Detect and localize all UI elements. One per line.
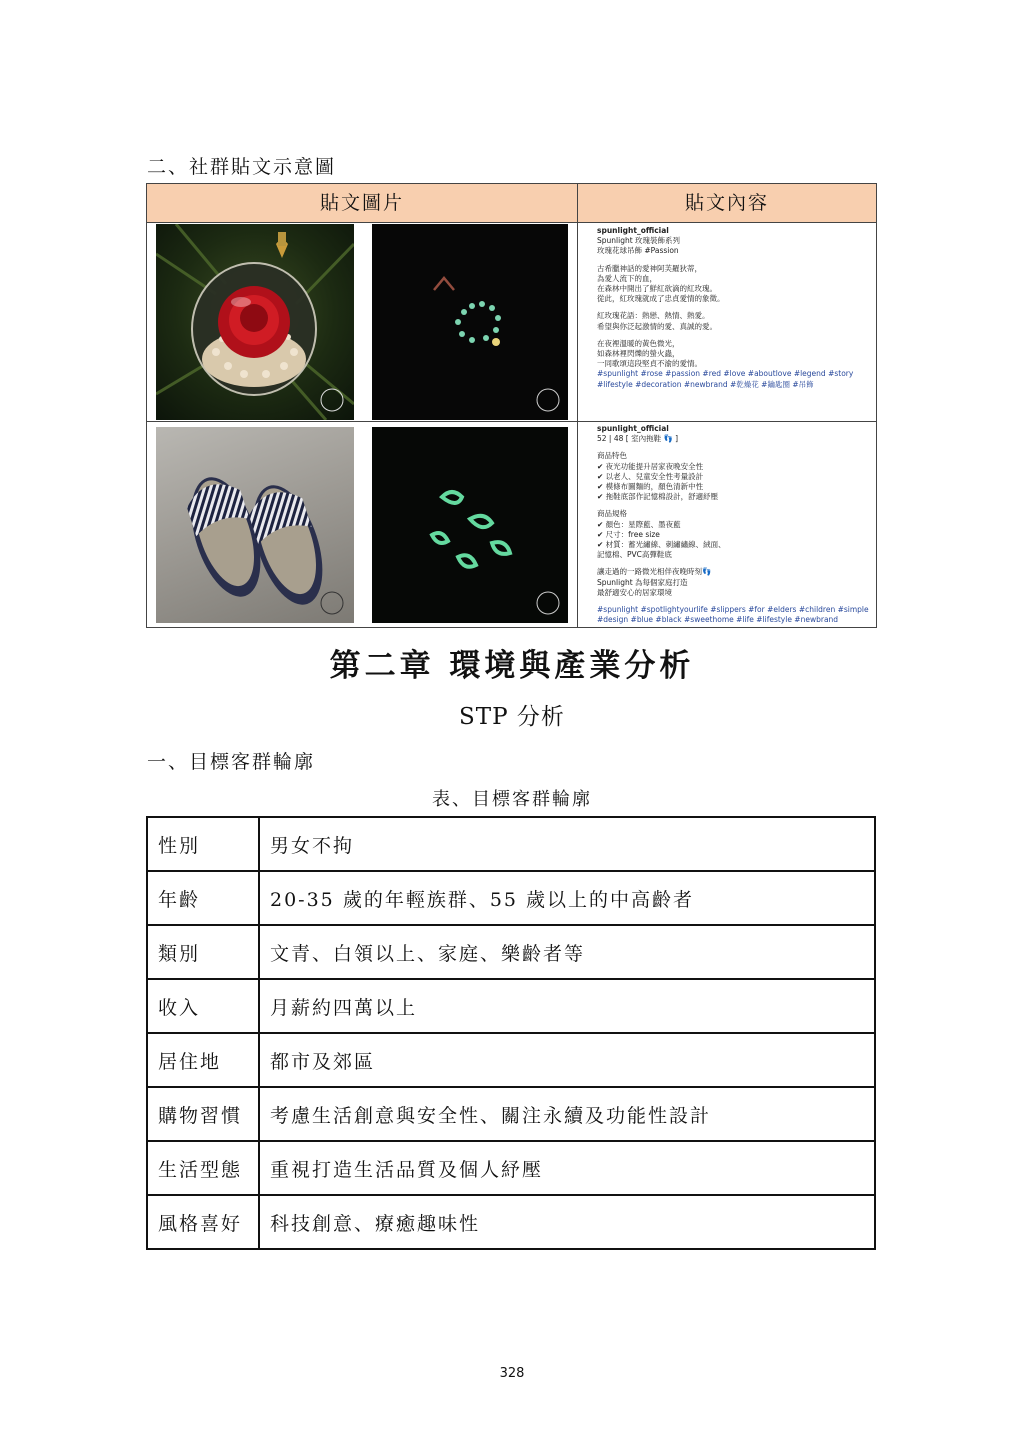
brand-logo-icon <box>537 592 559 614</box>
column-divider <box>577 222 578 627</box>
row-key: 風格喜好 <box>147 1195 259 1249</box>
header-post-image: 貼文圖片 <box>147 184 578 222</box>
glow-slippers-illustration <box>372 427 568 623</box>
rose-night-photo <box>372 224 568 420</box>
table-row <box>147 817 875 871</box>
row-key: 類別 <box>147 925 259 979</box>
slippers-night-photo <box>372 427 568 623</box>
brand-logo-icon <box>537 389 559 411</box>
table-row <box>147 979 875 1033</box>
row-value: 重視打造生活品質及個人紓壓 <box>259 1141 875 1195</box>
post2-line: ✔ 拖鞋底部作記憶棉設計，舒適紓壓 <box>597 492 719 502</box>
target-customer-profile-table <box>146 816 876 1250</box>
post1-line: Spunlight 玫瑰裝飾系列 <box>597 236 681 246</box>
social-post-table <box>146 183 877 628</box>
post1-account: spunlight_official <box>597 226 669 235</box>
row-key: 性別 <box>147 817 259 871</box>
row-value: 科技創意、療癒趣味性 <box>259 1195 875 1249</box>
post2-line: 讓走過的一路微光相伴夜晚時刻👣 <box>597 567 712 577</box>
post1-line: 一同歌頌這段堅貞不渝的愛情。 <box>597 359 702 369</box>
post2-hashtags: #spunlight #spotlightyourlife #slippers #for #elders #children #simple #design #blue #black #sweethome #life #lifestyle #newbrand <box>597 605 869 625</box>
post-content-1 <box>597 226 872 390</box>
subsection-title: 一、目標客群輪廓 <box>147 751 316 773</box>
table-row <box>147 925 875 979</box>
post1-line: 為愛人流下的血， <box>597 273 657 283</box>
brand-logo-icon <box>321 592 343 614</box>
post1-line: 古希臘神話的愛神阿芙羅狄蒂， <box>597 263 702 273</box>
section-title: 二、社群貼文示意圖 <box>147 156 337 178</box>
post1-line: 在夜裡溫暖的黃色微光， <box>597 338 680 348</box>
post2-line: ✔ 模條布圖麵的，顏色清新中性 <box>597 482 704 492</box>
row-key: 收入 <box>147 979 259 1033</box>
rose-dome-photo <box>156 224 354 420</box>
post1-line: 如森林裡閃爍的螢火蟲， <box>597 349 680 359</box>
row-key: 年齡 <box>147 871 259 925</box>
row-divider <box>147 421 876 422</box>
post2-line: ✔ 夜光功能提升居家夜晚安全性 <box>597 461 704 471</box>
row-value: 月薪約四萬以上 <box>259 979 875 1033</box>
post-table-header <box>147 184 876 223</box>
post2-line: ✔ 以老人、兒童安全性考量設計 <box>597 471 704 481</box>
post2-line: 商品特色 <box>597 451 627 461</box>
post2-line: ✔ 材質：蓄光繡線、刺繡繡線、絨面、 <box>597 540 726 550</box>
post2-line: ✔ 顏色：星際藍、墨夜藍 <box>597 519 681 529</box>
row-key: 生活型態 <box>147 1141 259 1195</box>
post2-line: 最舒適安心的居家環境 <box>597 587 672 597</box>
table-row <box>147 1195 875 1249</box>
slippers-photo <box>156 427 354 623</box>
post2-line: 52 | 48 [ 室內拖鞋 👣 ] <box>597 434 679 444</box>
table-row <box>147 1141 875 1195</box>
post2-line: Spunlight 為每個家庭打造 <box>597 577 688 587</box>
glow-rose-illustration <box>372 224 568 420</box>
stp-title: STP 分析 <box>459 704 565 730</box>
chapter-title: 第二章 環境與產業分析 <box>329 648 695 684</box>
table-caption: 表、目標客群輪廓 <box>432 789 592 810</box>
post2-line: 商品規格 <box>597 509 627 519</box>
brand-logo-icon <box>321 389 343 411</box>
post1-line: 從此，紅玫瑰就成了忠貞愛情的象徵。 <box>597 294 725 304</box>
slippers-illustration <box>156 427 354 623</box>
table-row <box>147 1087 875 1141</box>
row-key: 購物習慣 <box>147 1087 259 1141</box>
row-value: 男女不拘 <box>259 817 875 871</box>
row-value: 都市及郊區 <box>259 1033 875 1087</box>
post1-line: 紅玫瑰花語：熱戀、熱情、熱愛。 <box>597 311 710 321</box>
post2-line: 記憶棉、PVC高彈鞋底 <box>597 550 672 560</box>
post2-line: ✔ 尺寸：free size <box>597 529 660 539</box>
row-value: 文青、白領以上、家庭、樂齡者等 <box>259 925 875 979</box>
post1-hashtags: #spunlight #rose #passion #red #love #aboutlove #legend #story #lifestyle #decoration #newbrand #乾燥花 #鑰匙圈 #吊飾 <box>597 369 854 389</box>
post1-line: 玫瑰花球吊飾 #Passion <box>597 246 679 256</box>
row-value: 20-35 歲的年輕族群、55 歲以上的中高齡者 <box>259 871 875 925</box>
table-row <box>147 871 875 925</box>
post1-line: 在森林中開出了鮮紅欲滴的紅玫瑰。 <box>597 284 717 294</box>
header-post-content: 貼文內容 <box>684 192 769 214</box>
post2-account: spunlight_official <box>597 424 669 433</box>
page-number: 328 <box>499 1366 525 1381</box>
row-key: 居住地 <box>147 1033 259 1087</box>
table-row <box>147 1033 875 1087</box>
rose-dome-illustration <box>156 224 354 420</box>
row-value: 考慮生活創意與安全性、關注永續及功能性設計 <box>259 1087 875 1141</box>
post1-line: 希望與你泛起激情的愛、真誠的愛。 <box>597 321 717 331</box>
post-content-2 <box>597 424 872 625</box>
